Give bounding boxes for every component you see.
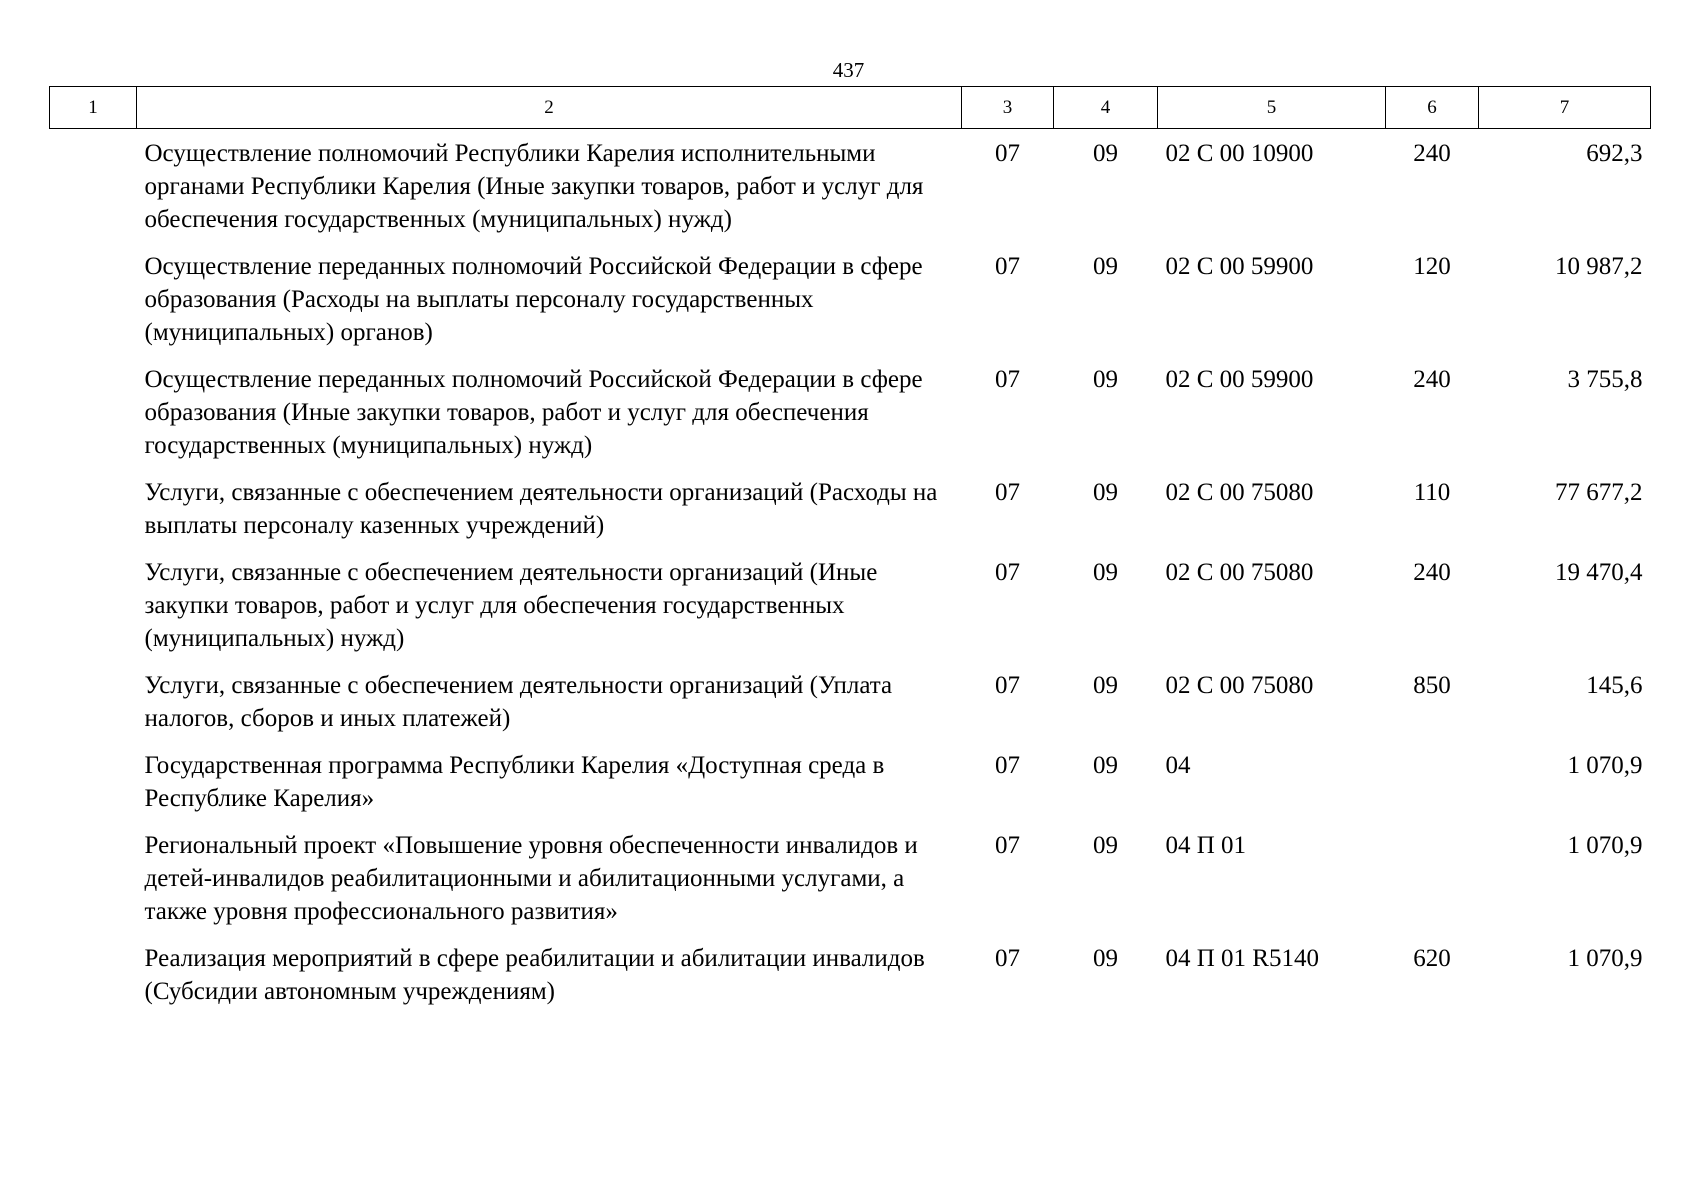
row-number-cell [50, 743, 137, 823]
row-number-cell [50, 663, 137, 743]
header-col-6: 6 [1386, 87, 1479, 129]
row-amount: 10 987,2 [1555, 253, 1643, 280]
row-target-article: 02 С 00 59900 [1165, 253, 1314, 280]
row-section: 07 [995, 559, 1020, 586]
row-target-article: 04 П 01 [1165, 832, 1247, 859]
table-row [50, 550, 1651, 663]
row-number-cell [50, 823, 137, 936]
row-subsection: 09 [1093, 253, 1118, 280]
row-amount: 692,3 [1586, 140, 1643, 167]
row-amount: 145,6 [1586, 672, 1643, 699]
row-amount: 3 755,8 [1567, 366, 1643, 393]
table-row [50, 743, 1651, 823]
row-subsection: 09 [1093, 672, 1118, 699]
row-number-cell [50, 357, 137, 470]
row-target-article: 02 С 00 75080 [1165, 559, 1314, 586]
page-number: 437 [832, 58, 865, 82]
row-section: 07 [995, 253, 1020, 280]
row-expense-type: 620 [1413, 945, 1451, 972]
table-row [50, 823, 1651, 936]
row-target-article: 04 П 01 R5140 [1165, 945, 1319, 972]
header-col-2: 2 [137, 87, 962, 129]
row-target-article: 04 [1165, 752, 1191, 779]
table-row [50, 357, 1651, 470]
row-amount: 19 470,4 [1555, 559, 1643, 586]
row-section: 07 [995, 140, 1020, 167]
row-subsection: 09 [1093, 832, 1118, 859]
row-section: 07 [995, 832, 1020, 859]
row-subsection: 09 [1093, 752, 1118, 779]
table-row [50, 936, 1651, 1016]
row-name: Реализация мероприятий в сфере реабилитации и абилитации инвалидов (Субсидии автономным учреждениям) [144, 945, 925, 1005]
header-col-4: 4 [1054, 87, 1158, 129]
row-section: 07 [995, 752, 1020, 779]
row-section: 07 [995, 479, 1020, 506]
table-header [50, 87, 1651, 129]
row-expense-type: 240 [1413, 366, 1451, 393]
row-target-article: 02 С 00 59900 [1165, 366, 1314, 393]
row-expense-type: 110 [1413, 479, 1451, 506]
row-number-cell [50, 129, 137, 245]
row-amount: 1 070,9 [1567, 832, 1643, 859]
row-expense-type: 240 [1413, 140, 1451, 167]
header-col-5: 5 [1158, 87, 1386, 129]
row-number-cell [50, 470, 137, 550]
row-subsection: 09 [1093, 945, 1118, 972]
row-name: Услуги, связанные с обеспечением деятельности организаций (Расходы на выплаты персоналу казенных учреждений) [144, 479, 938, 539]
row-expense-type: 850 [1413, 672, 1451, 699]
budget-table [49, 86, 1651, 1016]
row-subsection: 09 [1093, 140, 1118, 167]
table-row [50, 244, 1651, 357]
row-section: 07 [995, 366, 1020, 393]
row-amount: 1 070,9 [1567, 945, 1643, 972]
row-number-cell [50, 550, 137, 663]
row-name: Услуги, связанные с обеспечением деятельности организаций (Уплата налогов, сборов и иных платежей) [144, 672, 893, 732]
row-name: Осуществление переданных полномочий Российской Федерации в сфере образования (Иные закупки товаров, работ и услуг для обеспечения государственных (муниципальных) нужд) [144, 366, 923, 459]
row-expense-type [1386, 743, 1479, 823]
table-row [50, 663, 1651, 743]
row-subsection: 09 [1093, 479, 1118, 506]
table-row [50, 470, 1651, 550]
row-target-article: 02 С 00 75080 [1165, 672, 1314, 699]
row-subsection: 09 [1093, 559, 1118, 586]
row-amount: 1 070,9 [1567, 752, 1643, 779]
row-name: Услуги, связанные с обеспечением деятельности организаций (Иные закупки товаров, работ и услуг для обеспечения государственных (муниципальных) нужд) [144, 559, 878, 652]
row-target-article: 02 С 00 10900 [1165, 140, 1314, 167]
row-name: Государственная программа Республики Карелия «Доступная среда в Республике Карелия» [144, 752, 885, 812]
row-subsection: 09 [1093, 366, 1118, 393]
row-name: Региональный проект «Повышение уровня обеспеченности инвалидов и детей-инвалидов реабилитационными и абилитационными услугами, а также уровня профессионального развития» [144, 832, 918, 925]
row-expense-type: 240 [1413, 559, 1451, 586]
header-col-1: 1 [50, 87, 137, 129]
table-body [50, 129, 1651, 1017]
row-target-article: 02 С 00 75080 [1165, 479, 1314, 506]
row-number-cell [50, 936, 137, 1016]
header-col-3: 3 [962, 87, 1054, 129]
row-name: Осуществление переданных полномочий Российской Федерации в сфере образования (Расходы на выплаты персоналу государственных (муниципальных) органов) [144, 253, 923, 346]
row-section: 07 [995, 945, 1020, 972]
row-expense-type: 120 [1413, 253, 1451, 280]
row-section: 07 [995, 672, 1020, 699]
header-row [50, 87, 1651, 129]
row-expense-type [1386, 823, 1479, 936]
table-row [50, 129, 1651, 245]
row-amount: 77 677,2 [1555, 479, 1643, 506]
row-name: Осуществление полномочий Республики Карелия исполнительными органами Республики Карелия (Иные закупки товаров, работ и услуг для обеспечения государственных (муниципальных) нужд) [144, 140, 924, 233]
row-number-cell [50, 244, 137, 357]
header-col-7: 7 [1479, 87, 1651, 129]
